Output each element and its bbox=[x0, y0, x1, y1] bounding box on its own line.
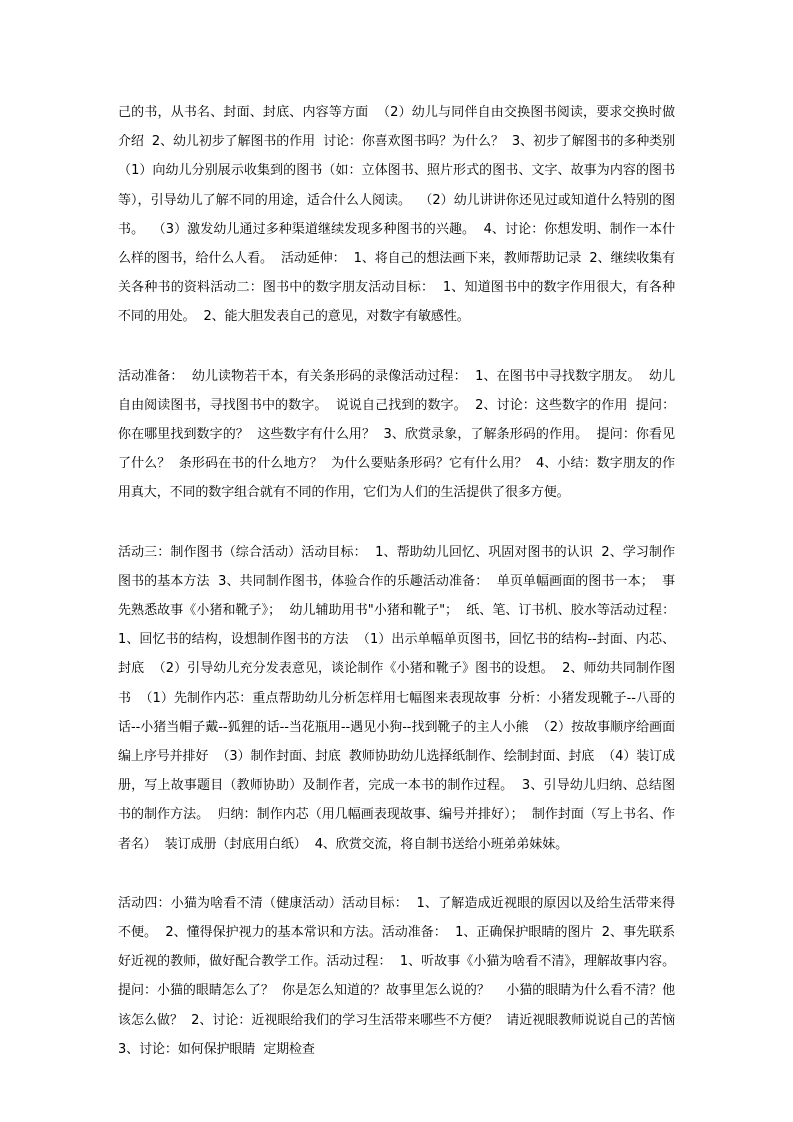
paragraph-spacer bbox=[118, 332, 675, 362]
paragraph-activity-one-continued: 己的书，从书名、封面、封底、内容等方面 （2）幼儿与同伴自由交换图书阅读，要求交换时做介绍 2、幼儿初步了解图书的作用 讨论：你喜欢图书吗？为什么？ 3、初步了解图书的多种类别 （1）向幼儿分别展示收集到的图书（如：立体图书、照片形式的图书、文字、故事为内容的图书等），引导幼儿了解不同的用途，适合什么人阅读。 （2）幼儿讲讲你还见过或知道什么特别的图书。 （3）激发幼儿通过多种渠道继续发现多种图书的兴趣。 4、讨论：你想发明、制作一本什么样的图书，给什么人看。 活动延伸： 1、将自己的想法画下来，教师帮助记录 2、继续收集有关各种书的资料活动二：图书中的数字朋友活动目标： 1、知道图书中的数字作用很大，有各种不同的用处。 2、能大胆发表自己的意见，对数字有敏感性。 bbox=[118, 105, 684, 325]
paragraph-activity-three: 活动三：制作图书（综合活动）活动目标： 1、帮助幼儿回忆、巩固对图书的认识 2、学习制作图书的基本方法 3、共同制作图书，体验合作的乐趣活动准备： 单页单幅画面的图书一本； 事先熟悉故事《小猪和靴子》； 幼儿辅助用书"小猪和靴子"； 纸、笔、订书机、胶水等活动过程： 1、回忆书的结构，设想制作图书的方法 （1）出示单幅单页图书，回忆书的结构--封面、内芯、封底 （2）引导幼儿充分发表意见，谈论制作《小猪和靴子》图书的设想。 2、师幼共同制作图书 （1）先制作内芯：重点帮助幼儿分析怎样用七幅图来表现故事 分析：小猪发现靴子--八哥的话--小猪当帽子戴--狐狸的话--当花瓶用--遇见小狗--找到靴子的主人小熊 （2）按故事顺序给画面编上序号并排好 （3）制作封面、封底 教师协助幼儿选择纸制作、绘制封面、封底 （4）装订成册，写上故事题目（教师协助）及制作者，完成一本书的制作过程。 3、引导幼儿归纳、总结图书的制作方法。 归纳：制作内芯（用几幅画表现故事、编号并排好）； 制作封面（写上书名、作者名） 装订成册（封底用白纸） 4、欣赏交流，将自制书送给小班弟弟妹妹。 bbox=[118, 544, 684, 852]
paragraph-activity-four: 活动四：小猫为啥看不清（健康活动）活动目标： 1、了解造成近视眼的原因以及给生活带来得不便。 2、懂得保护视力的基本常识和方法。活动准备： 1、正确保护眼睛的图片 2、事先联系好近视的教师，做好配合教学工作。活动过程： 1、听故事《小猫为啥看不清》，理解故事内容。 提问：小猫的眼睛怎么了？ 你是怎么知道的？故事里怎么说的？ 小猫的眼睛为什么看不清？他该怎么做？ 2、讨论：近视眼给我们的学习生活带来哪些不方便？ 请近视眼教师说说自己的苦恼 3、讨论：如何保护眼睛 定期检查 bbox=[118, 895, 684, 1057]
paragraph-spacer bbox=[118, 508, 675, 538]
paragraph-spacer bbox=[118, 859, 675, 889]
paragraph-activity-two-process: 活动准备： 幼儿读物若干本，有关条形码的录像活动过程： 1、在图书中寻找数字朋友。 幼儿自由阅读图书，寻找图书中的数字。 说说自己找到的数字。 2、讨论：这些数字的作用 提问：你在哪里找到数字的？ 这些数字有什么用？ 3、欣赏录象，了解条形码的作用。 提问：你看见了什么？ 条形码在书的什么地方？ 为什么要贴条形码？它有什么用？ 4、小结：数字朋友的作用真大，不同的数字组合就有不同的作用，它们为人们的生活提供了很多方便。 bbox=[118, 368, 675, 501]
